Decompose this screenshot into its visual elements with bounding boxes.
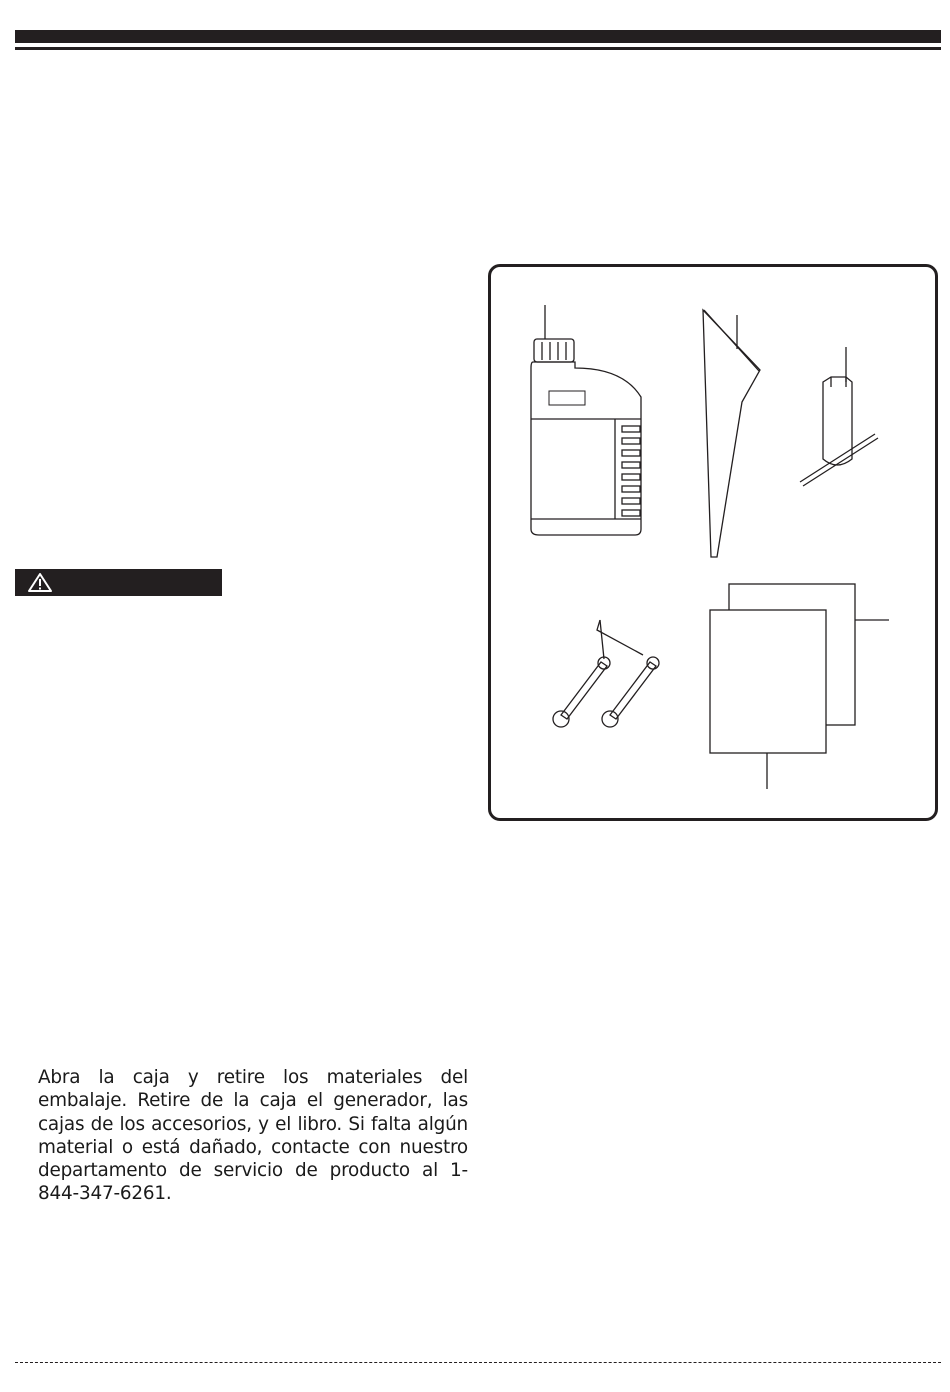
parts-figure [488, 264, 938, 821]
open-end-wrenches-icon [553, 620, 659, 727]
warning-banner [15, 569, 222, 596]
oil-bottle-icon [531, 305, 641, 535]
header-rule [15, 30, 941, 43]
oil-funnel-icon [703, 310, 760, 557]
manuals-icon [710, 584, 889, 789]
spark-plug-wrench-icon [800, 347, 878, 486]
header-rule-thin [15, 47, 941, 50]
body-paragraph: Abra la caja y retire los materiales del embalaje. Retire de la caja el generador, las cajas de los accesorios, y el libro. Si falta algún material o está dañado, contacte con nuestro departamento de servicio de producto al 1-844-347-6261. [38, 1067, 468, 1205]
footer-dashed-rule [15, 1362, 941, 1363]
